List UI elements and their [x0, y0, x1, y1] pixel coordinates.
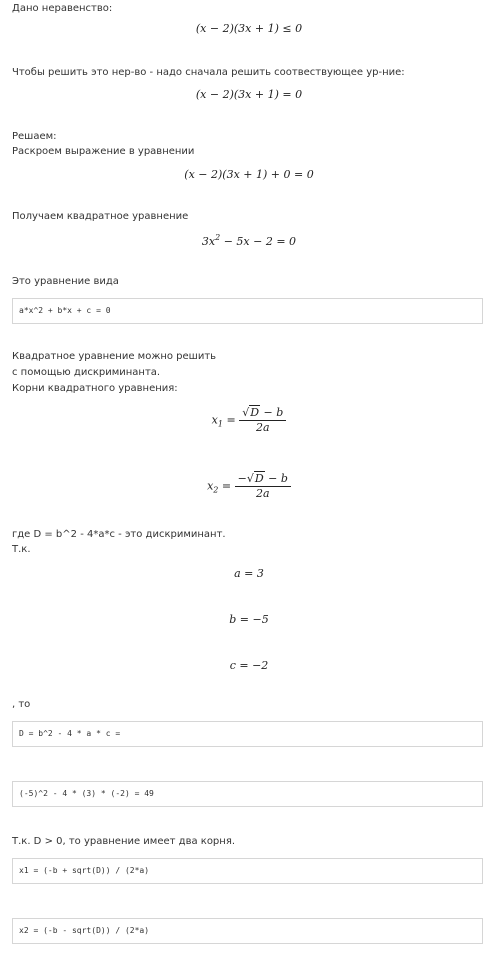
- root1-sqrt-arg: D: [250, 406, 260, 419]
- form-code-box: a*x^2 + b*x + c = 0: [12, 298, 483, 324]
- solve-label: Решаем:: [12, 131, 57, 142]
- quadratic-lhs: 3x: [201, 235, 216, 248]
- discriminant-text: где D = b^2 - 4*a*c - это дискриминант.: [12, 529, 226, 540]
- root1-denominator: 2a: [255, 421, 270, 434]
- root1-num-rest: − b: [260, 406, 284, 419]
- quadratic-rest: − 5x − 2 = 0: [220, 235, 297, 248]
- root1-index: 1: [217, 419, 223, 429]
- intro-text: Дано неравенство:: [12, 3, 113, 14]
- root1-fraction: [239, 406, 286, 435]
- root2-sqrt-sign: √: [246, 472, 254, 485]
- root1-formula: [0, 406, 498, 435]
- then-text: , то: [12, 699, 31, 710]
- root2-formula: [0, 472, 498, 501]
- coef-b-formula: b = −5: [229, 613, 269, 626]
- discriminant-code-box: D = b^2 - 4 * a * c =: [12, 721, 483, 747]
- quadratic-text: Получаем квадратное уравнение: [12, 211, 189, 222]
- root2-index: 2: [213, 485, 219, 495]
- coef-a-formula: a = 3: [234, 567, 264, 580]
- quadratic-exponent: 2: [215, 233, 221, 242]
- x1-code-box: x1 = (-b + sqrt(D)) / (2*a): [12, 858, 483, 884]
- root1-eq: =: [222, 413, 240, 427]
- expand-text: Раскроем выражение в уравнении: [12, 146, 195, 157]
- root1-sqrt-sign: √: [242, 406, 250, 419]
- inequality-formula: (x − 2)(3x + 1) ≤ 0: [195, 22, 303, 35]
- tk-label: Т.к.: [12, 544, 31, 555]
- two-roots-text: Т.к. D > 0, то уравнение имеет два корня.: [12, 836, 236, 847]
- root2-eq: =: [218, 479, 235, 493]
- root2-minus: −: [237, 472, 247, 485]
- root2-num-rest: − b: [264, 472, 288, 485]
- disc-line-2: с помощью дискриминанта.: [12, 367, 161, 378]
- root2-denominator: 2a: [255, 487, 270, 500]
- disc-line-3: Корни квадратного уравнения:: [12, 383, 178, 394]
- x2-code-box: x2 = (-b - sqrt(D)) / (2*a): [12, 918, 483, 944]
- root2-var: x: [207, 479, 214, 493]
- discriminant-value-code-box: (-5)^2 - 4 * (3) * (-2) = 49: [12, 781, 483, 807]
- form-text: Это уравнение вида: [12, 276, 119, 287]
- root2-fraction: [235, 472, 291, 501]
- quadratic-formula: [0, 233, 498, 248]
- root1-var: x: [211, 413, 218, 427]
- equation-formula: (x − 2)(3x + 1) = 0: [195, 88, 303, 101]
- step-text: Чтобы решить это нер-во - надо сначала решить соотвествующее ур-ние:: [12, 67, 405, 78]
- expanded-formula: (x − 2)(3x + 1) + 0 = 0: [184, 168, 314, 181]
- disc-line-1: Квадратное уравнение можно решить: [12, 351, 217, 362]
- root2-sqrt-arg: D: [254, 472, 264, 485]
- coef-c-formula: c = −2: [229, 659, 269, 672]
